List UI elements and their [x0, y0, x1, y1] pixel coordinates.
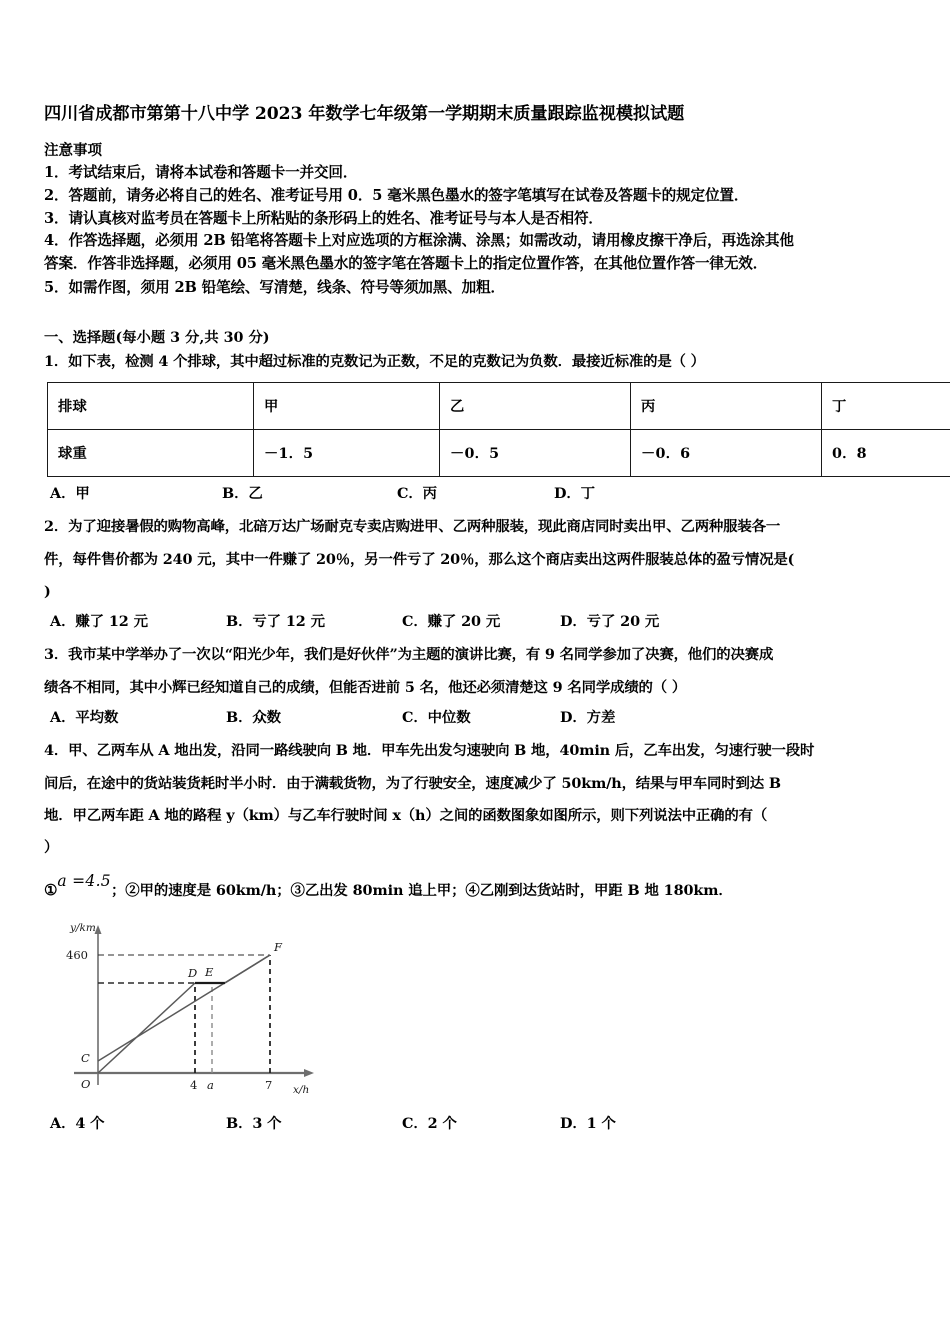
point-label-F: F	[274, 940, 282, 955]
notice-item-4: 4．作答选择题，必须用 2B 铅笔将答题卡上对应选项的方框涂满、涂黑；如需改动，请用橡皮擦干净后，再选涂其他	[44, 232, 794, 250]
table-cell-rowlabel-weight: 球重	[48, 430, 254, 477]
question-1-stem: 1．如下表，检测 4 个排球，其中超过标准的克数记为正数，不足的克数记为负数．最接近标准的是（ ）	[44, 352, 705, 370]
question-2-option-d[interactable]: D．亏了 20 元	[560, 613, 660, 631]
x-tick-a: a	[207, 1078, 214, 1093]
point-label-D: D	[188, 966, 198, 981]
x-tick-7: 7	[265, 1078, 273, 1093]
question-4-option-d[interactable]: D．1 个	[560, 1115, 616, 1133]
question-4-figure	[48, 913, 378, 1098]
page-content	[44, 0, 910, 1136]
question-4-option-c[interactable]: C．2 个	[402, 1115, 457, 1133]
table-cell-yi-value: －0．5	[440, 430, 631, 477]
question-1-option-c[interactable]: C．丙	[397, 485, 437, 503]
x-axis-arrow-icon	[304, 1069, 314, 1077]
question-3-stem-line-1: 3．我市某中学举办了一次以“阳光少年，我们是好伙伴”为主题的演讲比赛，有 9 名同学参加了决赛，他们的决赛成	[44, 646, 774, 664]
table-cell-ding-value: 0．8	[822, 430, 950, 477]
section-heading-choice: 一、选择题(每小题 3 分,共 30 分)	[44, 329, 270, 346]
question-2	[44, 511, 910, 608]
notice-heading: 注意事项	[44, 141, 102, 159]
notice-item-3: 3．请认真核对监考员在答题卡上所粘贴的条形码上的姓名、准考证号与本人是否相符．	[44, 210, 603, 228]
notice-item-5: 5．如需作图，须用 2B 铅笔绘、写清楚，线条、符号等须加黑、加粗．	[44, 278, 505, 296]
question-3	[44, 639, 910, 704]
question-3-option-c[interactable]: C．中位数	[402, 709, 471, 727]
table-header-rowlabel: 排球	[48, 383, 254, 430]
question-2-stem-line-2: 件，每件售价都为 240 元，其中一件赚了 20％，另一件亏了 20％，那么这个商店卖出这两件服装总体的盈亏情况是(	[44, 550, 795, 568]
question-4-option-a[interactable]: A．4 个	[50, 1115, 105, 1133]
question-1-option-a[interactable]: A．甲	[50, 485, 90, 503]
question-3-stem-line-2: 绩各不相同，其中小辉已经知道自己的成绩，但能否进前 5 名，他还必须清楚这 9 名同学成绩的（ ）	[44, 678, 687, 696]
question-3-option-d[interactable]: D．方差	[560, 709, 616, 727]
question-2-option-a[interactable]: A．赚了 12 元	[50, 613, 148, 631]
table-header-ding: 丁	[822, 383, 950, 430]
y-axis-label: y/km	[70, 922, 96, 935]
statement-formula-a: a =4.5	[57, 871, 111, 890]
question-2-option-b[interactable]: B．亏了 12 元	[226, 613, 325, 631]
question-4-stem-line-1: 4．甲、乙两车从 A 地出发，沿同一路线驶向 B 地．甲车先出发匀速驶向 B 地，40min 后，乙车出发，匀速行驶一段时	[44, 742, 815, 760]
question-4-option-b[interactable]: B．3 个	[226, 1115, 282, 1133]
notice-item-1: 1．考试结束后，请将本试卷和答题卡一并交回．	[44, 164, 358, 182]
table-cell-bing-value: －0．6	[631, 430, 822, 477]
question-1-option-b[interactable]: B．乙	[222, 485, 263, 503]
question-4-stem-line-4: ）	[44, 839, 59, 857]
question-1-option-d[interactable]: D．丁	[554, 485, 595, 503]
question-1-options	[44, 480, 910, 506]
point-label-E: E	[205, 965, 214, 980]
series-line-yi-segment-1	[98, 983, 195, 1073]
page-title: 四川省成都市第第十八中学 2023 年数学七年级第一学期期末质量跟踪监视模拟试题	[44, 104, 685, 124]
statement-marker-1: ①	[44, 880, 58, 899]
x-tick-4: 4	[190, 1078, 198, 1093]
question-4	[44, 735, 910, 865]
point-label-C: C	[81, 1051, 90, 1066]
table-header-jia: 甲	[254, 383, 440, 430]
question-4-options	[44, 1110, 910, 1136]
question-2-option-c[interactable]: C．赚了 20 元	[402, 613, 501, 631]
question-2-options	[44, 608, 910, 634]
question-2-stem-line-1: 2．为了迎接暑假的购物高峰，北碚万达广场耐克专卖店购进甲、乙两种服装，现此商店同时卖出甲、乙两种服装各一	[44, 518, 781, 536]
question-3-option-a[interactable]: A．平均数	[50, 709, 119, 727]
question-4-stem-line-3: 地．甲乙两车距 A 地的路程 y（km）与乙车行驶时间 x（h）之间的函数图象如图所示，则下列说法中正确的有（	[44, 807, 768, 825]
question-2-stem-line-3: )	[44, 582, 51, 600]
question-4-statements	[44, 871, 910, 904]
question-3-option-b[interactable]: B．众数	[226, 709, 281, 727]
question-4-stem-line-2: 间后，在途中的货站装货耗时半小时．由于满载货物，为了行驶安全，速度减少了 50km/h，结果与甲车同时到达 B	[44, 774, 781, 792]
table-row	[48, 430, 950, 477]
table-cell-jia-value: －1．5	[254, 430, 440, 477]
distance-time-graph	[48, 913, 378, 1098]
y-tick-460: 460	[66, 948, 88, 963]
question-3-options	[44, 704, 910, 730]
question-1-table	[47, 382, 950, 477]
table-header-bing: 丙	[631, 383, 822, 430]
statement-rest: ；②甲的速度是 60km/h；③乙出发 80min 追上甲；④乙刚到达货站时，甲距 B 地 180km．	[110, 881, 733, 899]
table-row	[48, 383, 950, 430]
table-header-yi: 乙	[440, 383, 631, 430]
notice-item-2: 2．答题前，请务必将自己的姓名、准考证号用 0．5 毫米黑色墨水的签字笔填写在试卷及答题卡的规定位置．	[44, 187, 749, 205]
notice-item-4-cont: 答案．作答非选择题，必须用 05 毫米黑色墨水的签字笔在答题卡上的指定位置作答，在其他位置作答一律无效．	[44, 255, 768, 273]
x-axis-label: x/h	[293, 1084, 310, 1097]
origin-label: O	[81, 1077, 91, 1092]
series-line-yi-segment-3	[225, 955, 270, 983]
